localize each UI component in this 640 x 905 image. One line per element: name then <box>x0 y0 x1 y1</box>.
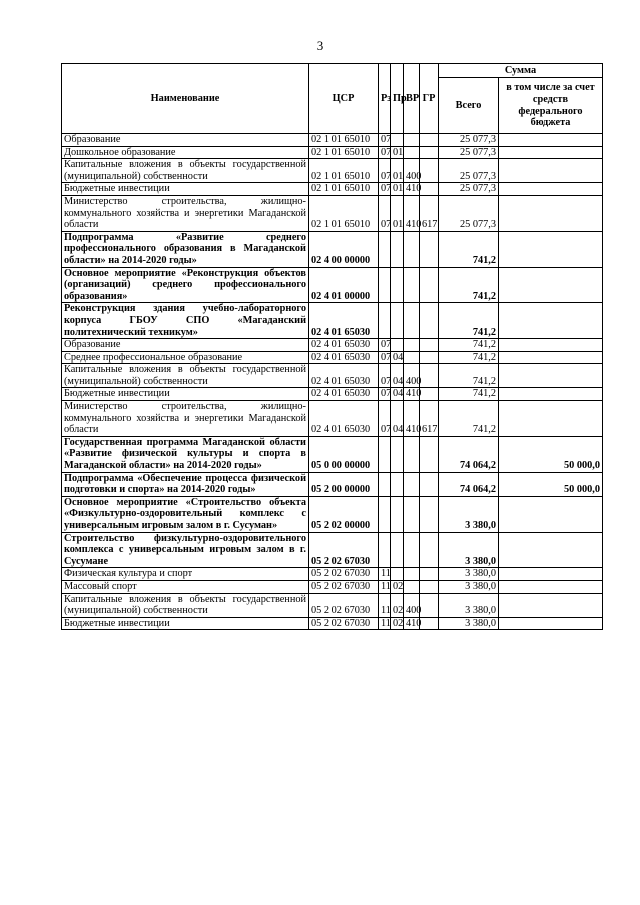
table-row <box>62 617 603 630</box>
row-total: 741,2 <box>439 388 499 401</box>
row-csr: 02 1 01 65010 <box>309 134 379 147</box>
table-row <box>62 339 603 352</box>
row-total: 741,2 <box>439 267 499 303</box>
row-rz: 07 <box>379 388 391 401</box>
row-rz: 07 <box>379 134 391 147</box>
row-name: Государственная программа Магаданской области «Развитие физической культуры и спорта в Магаданской области» на 2014-2020 годы» <box>62 436 309 472</box>
table-row <box>62 388 603 401</box>
row-rz: 11 <box>379 617 391 630</box>
row-federal <box>499 364 603 388</box>
row-total: 3 380,0 <box>439 580 499 593</box>
row-vr <box>404 339 420 352</box>
row-name: Основное мероприятие «Строительство объекта «Физкультурно-оздоровительный комплекс с универсальным игровым залом в г. Сусуман» <box>62 496 309 532</box>
row-federal <box>499 303 603 339</box>
row-gr <box>420 436 439 472</box>
row-rz: 11 <box>379 568 391 581</box>
row-federal <box>499 146 603 159</box>
row-rz: 07 <box>379 146 391 159</box>
row-pr <box>391 231 404 267</box>
row-rz <box>379 267 391 303</box>
row-gr <box>420 303 439 339</box>
row-federal <box>499 617 603 630</box>
row-gr <box>420 496 439 532</box>
table-row <box>62 593 603 617</box>
row-federal <box>499 401 603 437</box>
row-name: Образование <box>62 339 309 352</box>
row-gr <box>420 267 439 303</box>
table-row <box>62 472 603 496</box>
row-name: Подпрограмма «Обеспечение процесса физической подготовки и спорта» на 2014-2020 годы» <box>62 472 309 496</box>
row-csr: 02 4 01 00000 <box>309 267 379 303</box>
row-name: Капитальные вложения в объекты государственной (муниципальной) собственности <box>62 364 309 388</box>
row-csr: 02 4 00 00000 <box>309 231 379 267</box>
row-csr: 05 2 02 67030 <box>309 568 379 581</box>
row-gr <box>420 146 439 159</box>
table-row <box>62 159 603 183</box>
row-csr: 05 2 02 67030 <box>309 617 379 630</box>
row-rz: 07 <box>379 401 391 437</box>
row-name: Бюджетные инвестиции <box>62 388 309 401</box>
row-federal: 50 000,0 <box>499 472 603 496</box>
row-csr: 05 2 02 67030 <box>309 532 379 568</box>
header-gr: ГР <box>420 64 439 134</box>
row-total: 25 077,3 <box>439 146 499 159</box>
row-federal: 50 000,0 <box>499 436 603 472</box>
row-total: 741,2 <box>439 364 499 388</box>
row-gr <box>420 183 439 196</box>
table-row <box>62 231 603 267</box>
row-federal <box>499 267 603 303</box>
row-rz <box>379 231 391 267</box>
row-total: 74 064,2 <box>439 472 499 496</box>
row-pr <box>391 568 404 581</box>
row-federal <box>499 593 603 617</box>
table-row <box>62 267 603 303</box>
row-rz: 07 <box>379 351 391 364</box>
row-gr: 617 <box>420 195 439 231</box>
row-federal <box>499 183 603 196</box>
row-rz <box>379 496 391 532</box>
row-gr <box>420 388 439 401</box>
row-total: 741,2 <box>439 351 499 364</box>
row-total: 74 064,2 <box>439 436 499 472</box>
row-rz: 07 <box>379 159 391 183</box>
table-row <box>62 364 603 388</box>
page-number: 3 <box>316 38 324 53</box>
row-gr <box>420 134 439 147</box>
row-vr: 400 <box>404 593 420 617</box>
row-csr: 02 4 01 65030 <box>309 388 379 401</box>
row-federal <box>499 496 603 532</box>
row-vr <box>404 436 420 472</box>
table-row <box>62 146 603 159</box>
table-body <box>62 134 603 630</box>
row-rz <box>379 472 391 496</box>
row-federal <box>499 580 603 593</box>
row-pr: 04 <box>391 364 404 388</box>
row-name: Реконструкция здания учебно-лабораторного корпуса ГБОУ СПО «Магаданский политехнический техникум» <box>62 303 309 339</box>
row-pr: 01 <box>391 159 404 183</box>
row-pr: 01 <box>391 146 404 159</box>
row-csr: 05 0 00 00000 <box>309 436 379 472</box>
row-federal <box>499 195 603 231</box>
row-pr <box>391 496 404 532</box>
row-csr: 02 1 01 65010 <box>309 159 379 183</box>
row-csr: 02 4 01 65030 <box>309 339 379 352</box>
row-csr: 02 4 01 65030 <box>309 401 379 437</box>
header-total: Всего <box>439 78 499 134</box>
row-gr <box>420 593 439 617</box>
row-rz: 07 <box>379 195 391 231</box>
row-vr <box>404 146 420 159</box>
row-total: 25 077,3 <box>439 134 499 147</box>
row-vr <box>404 580 420 593</box>
row-federal <box>499 568 603 581</box>
table-row <box>62 580 603 593</box>
row-vr <box>404 267 420 303</box>
row-pr: 04 <box>391 401 404 437</box>
row-rz <box>379 303 391 339</box>
row-name: Бюджетные инвестиции <box>62 617 309 630</box>
row-csr: 02 1 01 65010 <box>309 195 379 231</box>
row-rz: 07 <box>379 339 391 352</box>
row-csr: 05 2 02 67030 <box>309 580 379 593</box>
row-name: Образование <box>62 134 309 147</box>
table-row <box>62 351 603 364</box>
row-vr: 400 <box>404 159 420 183</box>
row-gr <box>420 532 439 568</box>
table-row <box>62 436 603 472</box>
row-pr: 02 <box>391 593 404 617</box>
row-pr: 01 <box>391 183 404 196</box>
row-name: Министерство строительства, жилищно-коммунального хозяйства и энергетики Магаданской области <box>62 195 309 231</box>
row-gr <box>420 568 439 581</box>
row-vr: 410 <box>404 195 420 231</box>
budget-table <box>61 63 603 630</box>
row-vr: 410 <box>404 183 420 196</box>
row-name: Физическая культура и спорт <box>62 568 309 581</box>
row-vr: 410 <box>404 388 420 401</box>
row-total: 741,2 <box>439 401 499 437</box>
row-vr <box>404 472 420 496</box>
row-total: 25 077,3 <box>439 159 499 183</box>
row-vr: 400 <box>404 364 420 388</box>
header-federal: в том числе за счет средств федерального бюджета <box>499 78 603 134</box>
table-row <box>62 401 603 437</box>
row-pr <box>391 134 404 147</box>
row-pr: 02 <box>391 617 404 630</box>
header-csr: ЦСР <box>309 64 379 134</box>
header-name: Наименование <box>62 64 309 134</box>
row-gr <box>420 231 439 267</box>
row-name: Основное мероприятие «Реконструкция объектов (организаций) среднего профессионального образования» <box>62 267 309 303</box>
row-pr <box>391 532 404 568</box>
row-total: 3 380,0 <box>439 593 499 617</box>
row-rz <box>379 532 391 568</box>
table-row <box>62 496 603 532</box>
row-csr: 05 2 02 67030 <box>309 593 379 617</box>
row-pr <box>391 436 404 472</box>
row-total: 25 077,3 <box>439 195 499 231</box>
row-federal <box>499 134 603 147</box>
row-csr: 02 1 01 65010 <box>309 146 379 159</box>
header-sum: Сумма <box>439 64 603 78</box>
row-total: 3 380,0 <box>439 617 499 630</box>
row-gr <box>420 159 439 183</box>
row-vr: 410 <box>404 617 420 630</box>
row-federal <box>499 159 603 183</box>
row-gr <box>420 351 439 364</box>
row-gr <box>420 472 439 496</box>
row-name: Среднее профессиональное образование <box>62 351 309 364</box>
row-name: Массовый спорт <box>62 580 309 593</box>
row-rz: 11 <box>379 593 391 617</box>
row-vr <box>404 568 420 581</box>
row-pr <box>391 339 404 352</box>
row-federal <box>499 231 603 267</box>
row-csr: 05 2 00 00000 <box>309 472 379 496</box>
row-pr <box>391 267 404 303</box>
row-name: Подпрограмма «Развитие среднего профессионального образования в Магаданской области» на 2014-2020 годы» <box>62 231 309 267</box>
row-vr <box>404 532 420 568</box>
row-gr: 617 <box>420 401 439 437</box>
row-name: Капитальные вложения в объекты государственной (муниципальной) собственности <box>62 593 309 617</box>
row-csr: 02 4 01 65030 <box>309 364 379 388</box>
row-federal <box>499 351 603 364</box>
row-csr: 02 4 01 65030 <box>309 351 379 364</box>
row-gr <box>420 617 439 630</box>
header-vr: ВР <box>404 64 420 134</box>
row-federal <box>499 532 603 568</box>
row-csr: 02 1 01 65010 <box>309 183 379 196</box>
row-name: Министерство строительства, жилищно-коммунального хозяйства и энергетики Магаданской области <box>62 401 309 437</box>
row-csr: 05 2 02 00000 <box>309 496 379 532</box>
table-row <box>62 303 603 339</box>
row-name: Строительство физкультурно-оздоровительного комплекса с универсальным игровым залом в г. Сусумане <box>62 532 309 568</box>
row-federal <box>499 388 603 401</box>
row-pr: 04 <box>391 388 404 401</box>
row-pr: 04 <box>391 351 404 364</box>
row-total: 3 380,0 <box>439 496 499 532</box>
row-pr <box>391 472 404 496</box>
row-rz: 11 <box>379 580 391 593</box>
row-federal <box>499 339 603 352</box>
row-total: 3 380,0 <box>439 532 499 568</box>
row-gr <box>420 364 439 388</box>
row-pr: 02 <box>391 580 404 593</box>
row-gr <box>420 580 439 593</box>
table-row <box>62 568 603 581</box>
row-total: 25 077,3 <box>439 183 499 196</box>
header-pr: Пр <box>391 64 404 134</box>
table-row <box>62 532 603 568</box>
row-pr: 01 <box>391 195 404 231</box>
row-rz: 07 <box>379 183 391 196</box>
header-rz: Рз <box>379 64 391 134</box>
row-csr: 02 4 01 65030 <box>309 303 379 339</box>
row-vr <box>404 134 420 147</box>
row-gr <box>420 339 439 352</box>
row-total: 741,2 <box>439 339 499 352</box>
row-total: 741,2 <box>439 231 499 267</box>
row-vr: 410 <box>404 401 420 437</box>
row-total: 741,2 <box>439 303 499 339</box>
row-vr <box>404 231 420 267</box>
table-row <box>62 195 603 231</box>
row-name: Капитальные вложения в объекты государственной (муниципальной) собственности <box>62 159 309 183</box>
table-row <box>62 183 603 196</box>
row-pr <box>391 303 404 339</box>
table-row <box>62 134 603 147</box>
row-vr <box>404 496 420 532</box>
row-name: Бюджетные инвестиции <box>62 183 309 196</box>
row-rz: 07 <box>379 364 391 388</box>
row-name: Дошкольное образование <box>62 146 309 159</box>
row-total: 3 380,0 <box>439 568 499 581</box>
row-vr <box>404 303 420 339</box>
row-rz <box>379 436 391 472</box>
row-vr <box>404 351 420 364</box>
